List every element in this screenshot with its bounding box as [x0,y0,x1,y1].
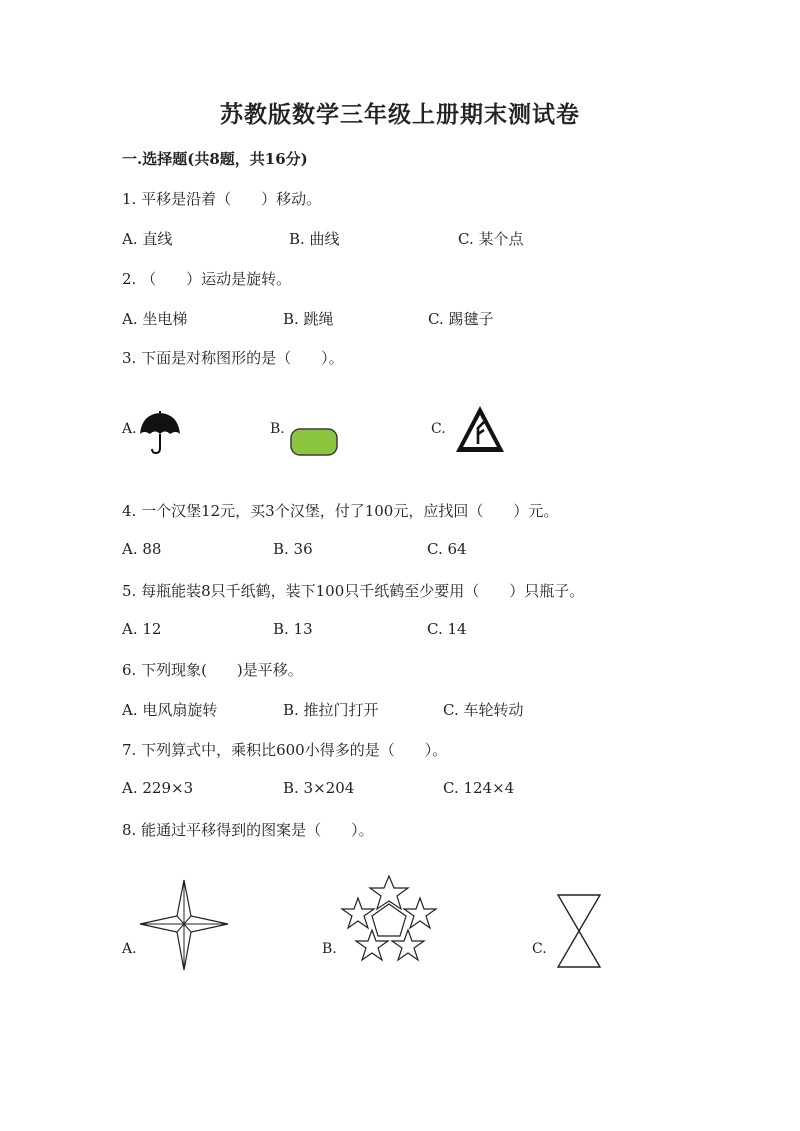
question-7-option-a[interactable]: A. 229×3 [122,779,194,797]
question-3-option-b-label[interactable]: B. [270,421,285,437]
question-5-stem: 5. 每瓶能装8只千纸鹤，装下100只千纸鹤至少要用（ ）只瓶子。 [122,582,585,600]
question-5-option-b[interactable]: B. 13 [273,620,313,638]
question-6-option-a[interactable]: A. 电风扇旋转 [122,701,218,719]
question-1-stem: 1. 平移是沿着（ ）移动。 [122,190,322,208]
question-8-stem: 8. 能通过平移得到的图案是（ ）。 [122,821,374,839]
question-7-option-b[interactable]: B. 3×204 [283,779,355,797]
question-7-option-c[interactable]: C. 124×4 [443,779,515,797]
question-3-option-a-label[interactable]: A. [122,421,137,437]
question-5-option-c[interactable]: C. 14 [427,620,467,638]
hourglass-icon [556,893,602,969]
four-point-star-icon [138,878,230,972]
question-3-stem: 3. 下面是对称图形的是（ ）。 [122,349,344,367]
question-6-stem: 6. 下列现象( )是平移。 [122,661,303,679]
question-6-option-c[interactable]: C. 车轮转动 [443,701,524,719]
question-4-option-c[interactable]: C. 64 [427,540,467,558]
question-4-stem: 4. 一个汉堡12元，买3个汉堡，付了100元，应找回（ ）元。 [122,502,559,520]
question-6-option-b[interactable]: B. 推拉门打开 [283,701,379,719]
page-title: 苏教版数学三年级上册期末测试卷 [220,101,580,128]
question-2-option-a[interactable]: A. 坐电梯 [122,310,188,328]
question-3-option-c-label[interactable]: C. [431,421,446,437]
question-2-stem: 2. （ ）运动是旋转。 [122,270,292,288]
question-1-option-c[interactable]: C. 某个点 [458,230,524,248]
question-5-option-a[interactable]: A. 12 [122,620,162,638]
rounded-rectangle-icon [290,428,338,456]
umbrella-icon [138,410,182,454]
question-7-stem: 7. 下列算式中，乘积比600小得多的是（ ）。 [122,741,448,759]
question-4-option-a[interactable]: A. 88 [122,540,162,558]
question-8-option-b-label[interactable]: B. [322,941,337,957]
question-8-option-a-label[interactable]: A. [122,941,137,957]
section-heading: 一.选择题(共8题，共16分) [122,150,308,168]
question-2-option-b[interactable]: B. 跳绳 [283,310,334,328]
question-1-option-b[interactable]: B. 曲线 [289,230,340,248]
five-stars-icon [340,874,440,970]
question-2-option-c[interactable]: C. 踢毽子 [428,310,494,328]
warning-triangle-icon [454,404,506,456]
question-4-option-b[interactable]: B. 36 [273,540,313,558]
question-1-option-a[interactable]: A. 直线 [122,230,173,248]
question-8-option-c-label[interactable]: C. [532,941,547,957]
